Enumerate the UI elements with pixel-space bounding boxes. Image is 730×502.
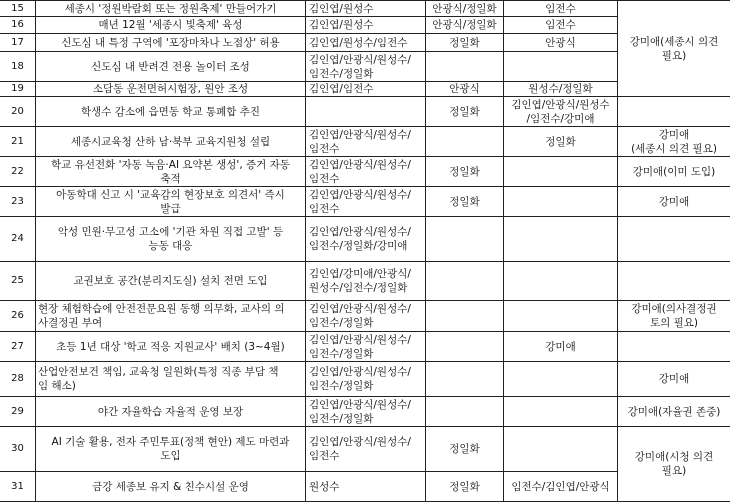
policy-title: 매년 12월 '세종시 빛축제' 육성 — [36, 17, 306, 34]
column-3-names: 김인엽/안광식/원성수/ 임전수 — [306, 157, 426, 187]
table-row — [0, 187, 730, 217]
row-number: 30 — [0, 427, 36, 472]
policy-title: 세종시교육청 산하 남·북부 교육지원청 설립 — [36, 127, 306, 157]
row-number: 27 — [0, 332, 36, 362]
column-6-note: 강미애(시청 의견 필요) — [618, 427, 730, 502]
column-3-names: 원성수 — [306, 472, 426, 502]
policy-title: 현장 체험학습에 안전전문요원 동행 의무화, 교사의 의 사결정권 부여 — [36, 301, 306, 332]
column-4-names — [426, 362, 504, 397]
row-number: 23 — [0, 187, 36, 217]
column-4-names — [426, 217, 504, 262]
column-4-names — [426, 397, 504, 427]
policy-title: AI 기술 활용, 전자 주민투표(정책 현안) 제도 마련과 도입 — [36, 427, 306, 472]
column-5-names: 안광식 — [504, 34, 618, 52]
column-6-note — [618, 262, 730, 301]
table-row — [0, 427, 730, 472]
column-5-names — [504, 427, 618, 472]
column-5-names: 임전수/김인엽/안광식 — [504, 472, 618, 502]
column-5-names — [504, 217, 618, 262]
row-number: 21 — [0, 127, 36, 157]
column-6-note: 강미애(의사결정권 토의 필요) — [618, 301, 730, 332]
column-4-names: 정일화 — [426, 427, 504, 472]
table-row — [0, 1, 730, 17]
column-5-names: 임전수 — [504, 17, 618, 34]
table-row — [0, 362, 730, 397]
column-5-names — [504, 262, 618, 301]
policy-title: 아동학대 신고 시 '교육감의 현장보호 의견서' 즉시 발급 — [36, 187, 306, 217]
policy-title: 산업안전보건 책임, 교육청 일원화(특정 직종 부담 책 임 해소) — [36, 362, 306, 397]
row-number: 15 — [0, 1, 36, 17]
table-row — [0, 332, 730, 362]
column-4-names: 안광식/정일화 — [426, 1, 504, 17]
column-4-names — [426, 332, 504, 362]
row-number: 31 — [0, 472, 36, 502]
table-row — [0, 301, 730, 332]
policy-title: 금강 세종보 유지 & 친수시설 운영 — [36, 472, 306, 502]
table-row — [0, 217, 730, 262]
column-5-names — [504, 301, 618, 332]
table-row — [0, 97, 730, 127]
policy-title: 신도심 내 반려견 전용 놀이터 조성 — [36, 52, 306, 82]
column-4-names: 안광식/정일화 — [426, 17, 504, 34]
column-3-names: 김인엽/임전수 — [306, 82, 426, 97]
row-number: 29 — [0, 397, 36, 427]
column-3-names: 김인엽/안광식/원성수/ 임전수/정일화 — [306, 332, 426, 362]
row-number: 17 — [0, 34, 36, 52]
column-3-names: 김인엽/안광식/원성수/ 임전수/정일화 — [306, 397, 426, 427]
table-row — [0, 157, 730, 187]
column-6-note: 강미애(세종시 의견 필요) — [618, 1, 730, 97]
policy-title: 악성 민원·무고성 고소에 '기관 차원 직접 고발' 등 능동 대응 — [36, 217, 306, 262]
column-3-names: 김인엽/안광식/원성수/ 임전수/정일화 — [306, 362, 426, 397]
column-6-note — [618, 332, 730, 362]
column-5-names: 김인엽/안광식/원성수 /임전수/강미애 — [504, 97, 618, 127]
column-5-names — [504, 187, 618, 217]
policy-title: 야간 자율학습 자율적 운영 보장 — [36, 397, 306, 427]
column-5-names: 임전수 — [504, 1, 618, 17]
column-6-note: 강미애 — [618, 362, 730, 397]
column-4-names: 정일화 — [426, 472, 504, 502]
column-4-names — [426, 301, 504, 332]
row-number: 18 — [0, 52, 36, 82]
column-3-names: 김인엽/원성수 — [306, 17, 426, 34]
column-5-names: 강미애 — [504, 332, 618, 362]
table-row — [0, 262, 730, 301]
column-3-names: 김인엽/강미애/안광식/ 원성수/임전수/정일화 — [306, 262, 426, 301]
column-4-names: 정일화 — [426, 187, 504, 217]
policy-title: 세종시 '정원박람회 또는 정원축제' 만들어가기 — [36, 1, 306, 17]
column-4-names: 정일화 — [426, 97, 504, 127]
column-5-names — [504, 362, 618, 397]
row-number: 19 — [0, 82, 36, 97]
policy-title: 교권보호 공간(분리지도실) 설치 전면 도입 — [36, 262, 306, 301]
column-6-note: 강미애 (세종시 의견 필요) — [618, 127, 730, 157]
row-number: 22 — [0, 157, 36, 187]
policy-title: 소담동 운전면허시험장, 원안 조성 — [36, 82, 306, 97]
column-5-names: 정일화 — [504, 127, 618, 157]
policy-title: 신도심 내 특정 구역에 '포장마차나 노점상' 허용 — [36, 34, 306, 52]
column-4-names: 정일화 — [426, 34, 504, 52]
policy-title: 학생수 감소에 읍면동 학교 통폐합 추진 — [36, 97, 306, 127]
row-number: 28 — [0, 362, 36, 397]
column-5-names — [504, 397, 618, 427]
column-3-names: 김인엽/안광식/원성수/ 임전수/정일화 — [306, 301, 426, 332]
column-5-names — [504, 157, 618, 187]
row-number: 26 — [0, 301, 36, 332]
row-number: 16 — [0, 17, 36, 34]
column-4-names: 안광식 — [426, 82, 504, 97]
policy-title: 학교 유선전화 '자동 녹음·AI 요약본 생성', 증거 자동 축적 — [36, 157, 306, 187]
column-6-note — [618, 97, 730, 127]
table-row — [0, 127, 730, 157]
column-6-note — [618, 217, 730, 262]
row-number: 25 — [0, 262, 36, 301]
row-number: 20 — [0, 97, 36, 127]
column-6-note: 강미애(자율권 존중) — [618, 397, 730, 427]
column-5-names — [504, 52, 618, 82]
column-4-names — [426, 262, 504, 301]
column-4-names: 정일화 — [426, 157, 504, 187]
column-3-names: 김인엽/원성수/임전수 — [306, 34, 426, 52]
column-3-names — [306, 97, 426, 127]
table-row — [0, 397, 730, 427]
column-3-names: 김인엽/안광식/원성수/ 임전수/정일화 — [306, 52, 426, 82]
column-3-names: 김인엽/안광식/원성수/ 임전수 — [306, 427, 426, 472]
column-6-note: 강미애(이미 도입) — [618, 157, 730, 187]
column-3-names: 김인엽/안광식/원성수/ 임전수 — [306, 127, 426, 157]
policy-title: 초등 1년 대상 '학교 적응 지원교사' 배치 (3~4월) — [36, 332, 306, 362]
column-3-names: 김인엽/안광식/원성수/ 임전수/정일화/강미애 — [306, 217, 426, 262]
column-4-names — [426, 127, 504, 157]
column-3-names: 김인엽/원성수 — [306, 1, 426, 17]
column-4-names — [426, 52, 504, 82]
column-3-names: 김인엽/안광식/원성수/ 임전수 — [306, 187, 426, 217]
row-number: 24 — [0, 217, 36, 262]
column-6-note: 강미애 — [618, 187, 730, 217]
column-5-names: 원성수/정일화 — [504, 82, 618, 97]
